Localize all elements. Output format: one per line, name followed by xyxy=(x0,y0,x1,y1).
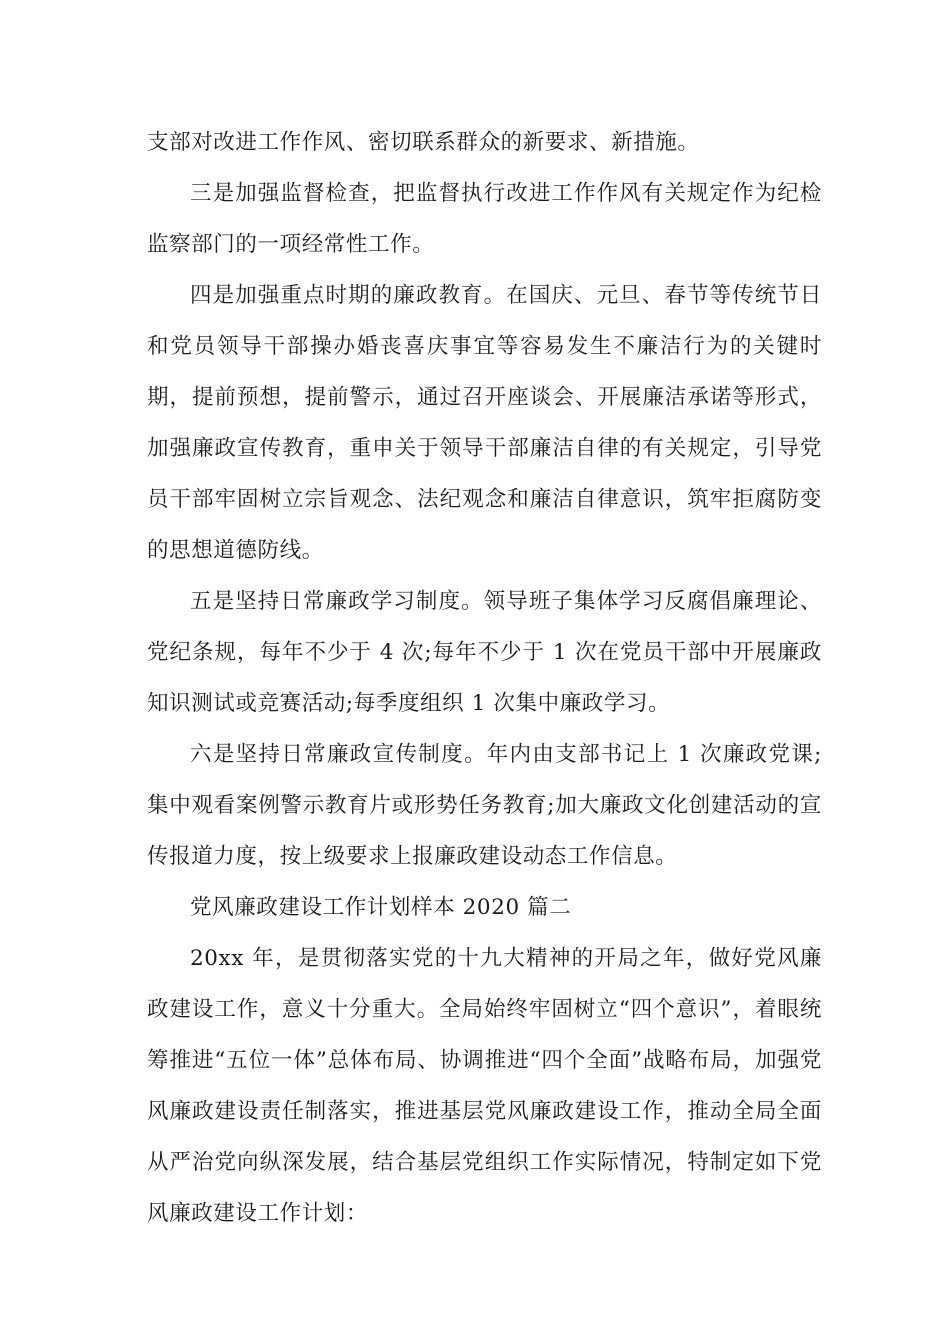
paragraph-6: 20xx 年，是贯彻落实党的十九大精神的开局之年，做好党风廉政建设工作，意义十分重大。全局始终牢固树立“四个意识”，着眼统筹推进“五位一体”总体布局、协调推进“四个全面”战略布局，加强党风廉政建设责任制落实，推进基层党风廉政建设工作，推动全局全面从严治党向纵深发展，结合基层党组织工作实际情况，特制定如下党风廉政建设工作计划： xyxy=(147,946,822,1226)
paragraph-2: 三是加强监督检查，把监督执行改进工作作风有关规定作为纪检监察部门的一项经常性工作。 xyxy=(147,181,822,257)
document-body xyxy=(147,117,822,1239)
paragraph-3: 四是加强重点时期的廉政教育。在国庆、元旦、春节等传统节日和党员领导干部操办婚丧喜庆事宜等容易发生不廉洁行为的关键时期，提前预想，提前警示，通过召开座谈会、开展廉洁承诺等形式，加强廉政宣传教育，重申关于领导干部廉洁自律的有关规定，引导党员干部牢固树立宗旨观念、法纪观念和廉洁自律意识，筑牢拒腐防变的思想道德防线。 xyxy=(147,283,822,563)
paragraph-1: 支部对改进工作作风、密切联系群众的新要求、新措施。 xyxy=(147,130,700,155)
paragraph-5: 六是坚持日常廉政宣传制度。年内由支部书记上 1 次廉政党课;集中观看案例警示教育片或形势任务教育;加大廉政文化创建活动的宣传报道力度，按上级要求上报廉政建设动态工作信息。 xyxy=(147,742,822,869)
paragraph-4: 五是坚持日常廉政学习制度。领导班子集体学习反腐倡廉理论、党纪条规，每年不少于 4 次;每年不少于 1 次在党员干部中开展廉政知识测试或竞赛活动;每季度组织 1 次集中廉政学习。 xyxy=(147,589,822,716)
section-heading: 党风廉政建设工作计划样本 2020 篇二 xyxy=(190,895,572,920)
